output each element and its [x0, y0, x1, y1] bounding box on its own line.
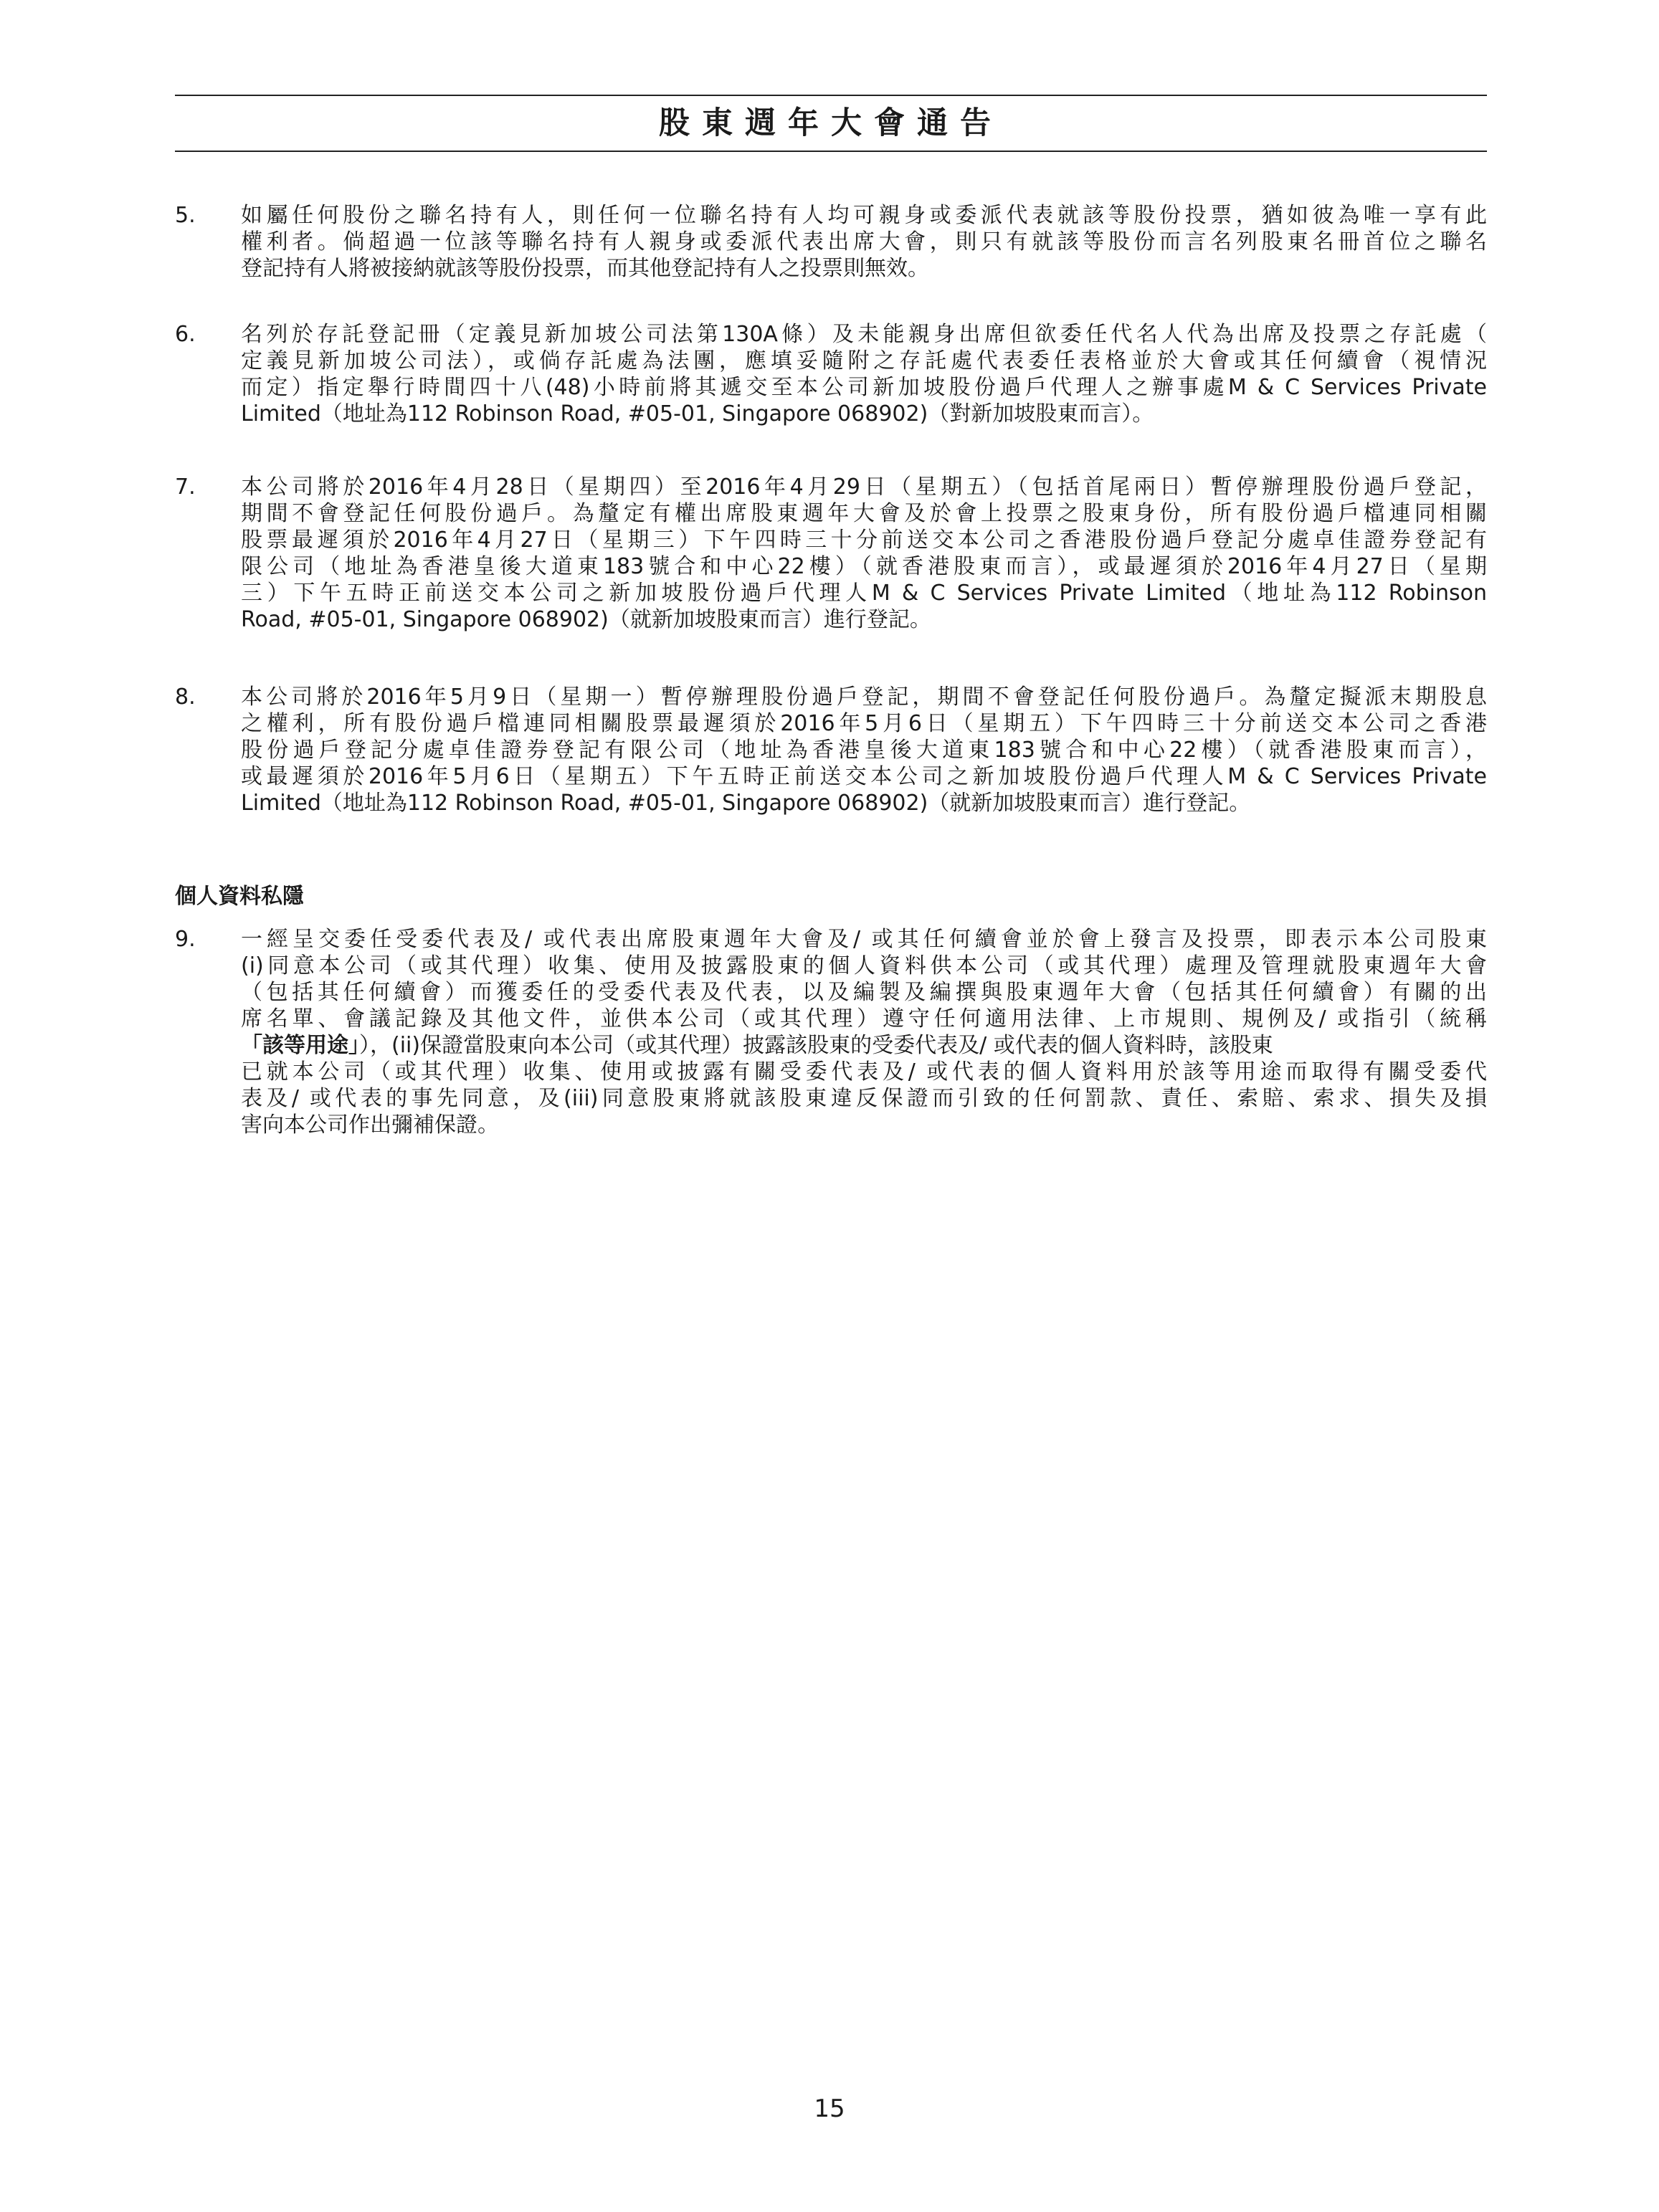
note-number: 9. — [175, 927, 196, 952]
note-number: 6. — [175, 322, 196, 347]
note-line-continuation: ），(ii)保證當股東向本公司（或其代理）披露該股東的受委代表及/ 或代表的個人資料時，該股東 — [359, 1033, 1273, 1058]
header-top-rule — [175, 95, 1487, 96]
section-heading: 個人資料私隱 — [175, 884, 304, 909]
note-line: 限公司（地址為香港皇後大道東183號合和中心22樓）（就香港股東而言），或最遲須於2016年4月27日（星期 — [241, 554, 1487, 579]
defined-term: 該等用途 — [262, 1033, 348, 1058]
note-line: 登記持有人將被接納就該等股份投票，而其他登記持有人之投票則無效。 — [241, 256, 929, 281]
note-line: 本公司將於2016年5月9日（星期一）暫停辦理股份過戶登記，期間不會登記任何股份過戶。為釐定擬派末期股息 — [241, 685, 1487, 710]
note-line: 本公司將於2016年4月28日（星期四）至2016年4月29日（星期五）（包括首尾兩日）暫停辦理股份過戶登記， — [241, 475, 1487, 500]
note-line: 害向本公司作出彌補保證。 — [241, 1112, 499, 1138]
note-number: 7. — [175, 475, 196, 500]
note-number: 8. — [175, 685, 196, 710]
note-line: 之權利，所有股份過戶檔連同相關股票最遲須於2016年5月6日（星期五）下午四時三十分前送交本公司之香港 — [241, 711, 1487, 736]
note-line: Limited（地址為112 Robinson Road, #05-01, Singapore 068902)（對新加坡股東而言）。 — [241, 401, 1154, 426]
note-text — [241, 684, 1487, 816]
note-text — [241, 474, 1487, 633]
note-line: 期間不會登記任何股份過戶。為釐定有權出席股東週年大會及於會上投票之股東身份，所有股份過戶檔連同相關 — [241, 501, 1487, 526]
header-bottom-rule — [175, 151, 1487, 152]
note-line: 三）下午五時正前送交本公司之新加坡股份過戶代理人M & C Services Private Limited（地址為112 Robinson — [241, 581, 1487, 606]
note-line: 股份過戶登記分處卓佳證券登記有限公司（地址為香港皇後大道東183號合和中心22樓）（就香港股東而言）， — [241, 738, 1487, 763]
note-line: 如屬任何股份之聯名持有人，則任何一位聯名持有人均可親身或委派代表就該等股份投票，猶如彼為唯一享有此 — [241, 203, 1487, 228]
note-line: (i)同意本公司（或其代理）收集、使用及披露股東的個人資料供本公司（或其代理）處理及管理就股東週年大會 — [241, 953, 1487, 978]
note-text — [241, 321, 1487, 427]
note-line: 已就本公司（或其代理）收集、使用或披露有關受委代表及/ 或代表的個人資料用於該等用途而取得有關受委代 — [241, 1059, 1487, 1084]
defined-term-close: 」 — [348, 1033, 359, 1058]
note-line: 名列於存託登記冊（定義見新加坡公司法第130A條）及未能親身出席但欲委任代名人代為出席及投票之存託處（ — [241, 322, 1487, 347]
note-line: 而定）指定舉行時間四十八(48)小時前將其遞交至本公司新加坡股份過戶代理人之辦事處M & C Services Private — [241, 375, 1487, 400]
note-line: （包括其任何續會）而獲委任的受委代表及代表，以及編製及編撰與股東週年大會（包括其任何續會）有關的出 — [241, 980, 1487, 1005]
defined-term-open: 「 — [241, 1033, 262, 1058]
note-line: 表及/ 或代表的事先同意，及(iii)同意股東將就該股東違反保證而引致的任何罰款、責任、索賠、索求、損失及損 — [241, 1086, 1487, 1111]
note-line: Limited（地址為112 Robinson Road, #05-01, Singapore 068902)（就新加坡股東而言）進行登記。 — [241, 791, 1251, 816]
note-line: 權利者。倘超過一位該等聯名持有人親身或委派代表出席大會，則只有就該等股份而言名列股東名冊首位之聯名 — [241, 229, 1487, 254]
note-line: 股票最遲須於2016年4月27日（星期三）下午四時三十分前送交本公司之香港股份過戶登記分處卓佳證券登記有 — [241, 528, 1487, 553]
page-number: 15 — [814, 2094, 845, 2123]
note-line — [241, 1032, 1487, 1059]
note-line: 一經呈交委任受委代表及/ 或代表出席股東週年大會及/ 或其任何續會並於會上發言及投票，即表示本公司股東 — [241, 927, 1487, 952]
note-line: 席名單、會議記錄及其他文件，並供本公司（或其代理）遵守任何適用法律、上市規則、規例及/ 或指引（統稱 — [241, 1006, 1487, 1031]
note-text — [241, 926, 1487, 1138]
page-title: 股東週年大會通告 — [659, 105, 1003, 141]
note-number: 5. — [175, 203, 196, 228]
note-line: 定義見新加坡公司法），或倘存託處為法團，應填妥隨附之存託處代表委任表格並於大會或其任何續會（視情況 — [241, 348, 1487, 373]
note-text — [241, 202, 1487, 282]
note-line: 或最遲須於2016年5月6日（星期五）下午五時正前送交本公司之新加坡股份過戶代理人M & C Services Private — [241, 764, 1487, 789]
note-line: Road, #05-01, Singapore 068902)（就新加坡股東而言）進行登記。 — [241, 607, 931, 632]
